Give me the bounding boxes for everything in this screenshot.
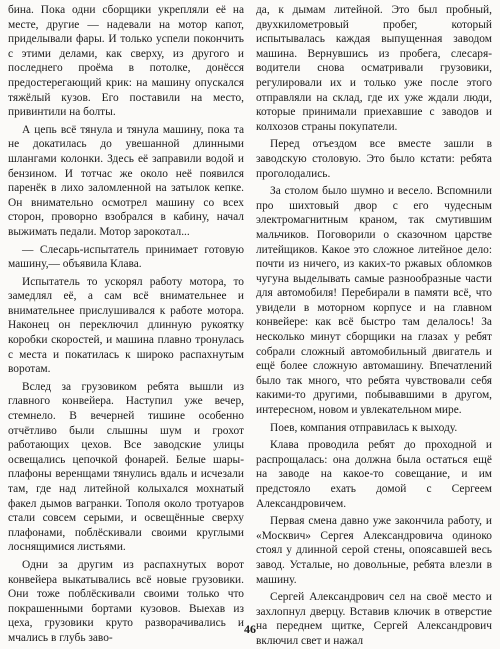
paragraph: А цепь всё тянула и тянула машину, пока та не докатилась до увешанной длинными шлангами колонки. Здесь её заправили водой и бензином. И тотчас же около неё появился паренёк в лихо заломленной на затылок кепке. Он внимательно осмотрел машину со всех сторон, проворно взобрался в кабину, начал выжимать педали. Мотор зарокотал... [8,123,244,238]
paragraph: бина. Пока одни сборщики укрепляли её на месте, другие — надевали на мотор капот, приделывали фары. И только успели покончить с этими делами, как сверху, из другого и последнего проёма в потолке, донёсся предостерегающий крик: на машину опускался тяжёлый кузов. Его поставили на место, привинтили на болты. [8,4,244,119]
right-column [256,3,492,649]
paragraph: Перед отъездом все вместе зашли в заводскую столовую. Это было кстати: ребята проголодались. [256,138,492,180]
left-column [8,3,244,646]
paragraph: Поев, компания отправилась к выходу. [270,421,458,434]
paragraph: Первая смена давно уже закончила работу, и «Москвич» Сергея Александровича одиноко стоял у длинной серой стены, опоясавшей весь завод. Усталые, но довольные, ребята влезли в машину. [256,515,492,586]
paragraph: Сергей Александрович сел на своё место и захлопнул дверцу. Вставив ключик в отверстие на переднем щитке, Сергей Александрович включил свет и нажал [256,591,492,647]
paragraph: Одни за другим из распахнутых ворот конвейера выкатывались всё новые грузовики. Они тоже поблёскивали своими только что покрашенными бортами кузовов. Выехав из цеха, грузовики круто разворачивались и мчались в глубь заво- [8,558,244,644]
paragraph: Клава проводила ребят до проходной и распрощалась: она должна была остаться ещё на заводе на какое-то совещание, и им предстояло ехать домой с Сергеем Александровичем. [256,439,492,510]
paragraph: Испытатель то ускорял работу мотора, то замедлял её, а сам всё внимательнее и внимательнее прислушивался к работе мотора. Наконец он переключил длинную рукоятку коробки скоростей, и машина плавно тронулась с места и покатилась к широко распахнутым воротам. [8,275,244,376]
paragraph: За столом было шумно и весело. Вспомнили про шихтовый двор с его чудесным электромагнитным краном, так смутившим мальчиков. Поговорили о сказочном царстве литейщиков. Какое это сложное литейное дело: почти из ничего, из каких-то ржавых обломков чугуна выделывать самые разнообразные части для автомобиля! Перебирали в памяти всё, что увидели в моторном корпусе и на главном конвейере: как всё быстро там делалось! За несколько минут сборщики на глазах у ребят собрали сложный автомобильный двигатель и ещё более сложную автомашину. Впечатлений было так много, что ребята чувствовали себя какими-то другими, побывавшими в другом, интересном, новом и увлекательном мире. [256,185,492,417]
paragraph: да, к дымам литейной. Это был пробный, двухкилометровый пробег, который испытывалась каждая выпущенная заводом машина. Вернувшись из пробега, слесаря-водители снова осматривали грузовики, регулировали их и только уже после этого отправляли на склад, где их уже ждали люди, которые принимали приехавшие с заводов и колхозов страны покупатели. [256,4,492,133]
paragraph: Вслед за грузовиком ребята вышли из главного конвейера. Наступил уже вечер, стемнело. В вечерней тишине особенно отчётливо были слышны шум и грохот работающих цехов. Все заводские улицы освещались цепочкой фонарей. Белые шары-плафоны веренщами тянулись вдаль и исчезали там, где над литейной колыхался мохнатый факел дымов вагранки. Тополя около тротуаров стали совсем серыми, и освещённые сверху плафонами, поблёскивали своими круглыми лоснящимися листьями. [8,380,244,554]
paragraph: — Слесарь-испытатель принимает готовую машину,— объявила Клава. [8,243,244,271]
page-number: 46 [244,622,256,636]
